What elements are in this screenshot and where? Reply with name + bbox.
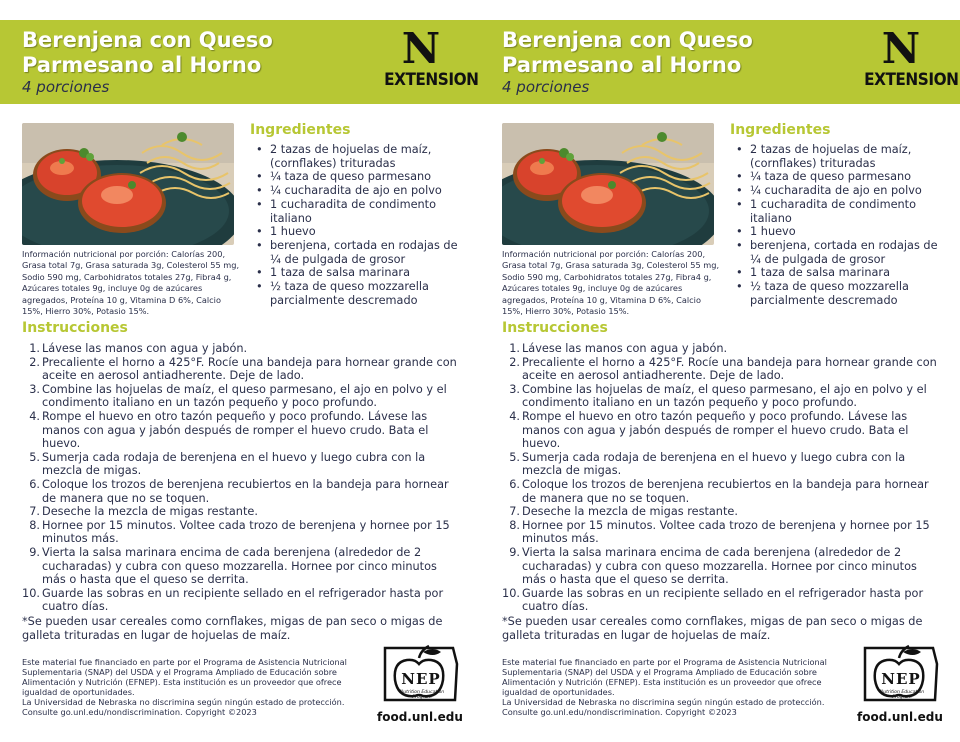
instruction-step bbox=[502, 356, 942, 383]
ingredient-item: • ½ taza de queso mozzarella parcialmente descremado bbox=[250, 280, 462, 307]
ingredient-item: • ¼ cucharadita de ajo en polvo bbox=[250, 184, 462, 198]
step-text: Guarde las sobras en un recipiente sellado en el refrigerador hasta por cuatro días. bbox=[522, 586, 924, 614]
step-text: Sumerja cada rodaja de berenjena en el huevo y luego cubra con la mezcla de migas. bbox=[522, 450, 906, 478]
step-number: 6. bbox=[29, 477, 40, 491]
ingredient-item: • 2 tazas de hojuelas de maíz, (cornflakes) trituradas bbox=[250, 143, 462, 170]
extension-wordmark: EXTENSION bbox=[384, 70, 479, 90]
funding-statement: Este material fue financiado en parte por el Programa de Asistencia Nutricional Suplementaria (SNAP) del USDA y el Programa Ampliado de Educación sobre Alimentación y Nutrición (EFNEP). Esta institución es un proveedor que ofrece igualdad de oportunidades. bbox=[22, 657, 347, 697]
nep-tagline: Nutrition Education Program bbox=[879, 690, 925, 700]
ingredient-item: • berenjena, cortada en rodajas de ¼ de pulgada de grosor bbox=[250, 239, 462, 266]
instructions-list bbox=[502, 342, 942, 614]
recipe-title-line-2: Parmesano al Horno bbox=[502, 53, 742, 77]
recipe-photo bbox=[502, 123, 714, 245]
nep-tagline: Nutrition Education Program bbox=[399, 690, 445, 700]
step-text: Combine las hojuelas de maíz, el queso parmesano, el ajo en polvo y el condimento italiano en un tazón pequeño y poco profundo. bbox=[42, 382, 447, 410]
step-number: 7. bbox=[29, 505, 40, 519]
step-text: Sumerja cada rodaja de berenjena en el huevo y luego cubra con la mezcla de migas. bbox=[42, 450, 426, 478]
step-text: Coloque los trozos de berenjena recubiertos en la bandeja para hornear de manera que no se toquen. bbox=[522, 477, 929, 505]
nebraska-extension-logo bbox=[380, 24, 479, 96]
substitution-note: *Se pueden usar cereales como cornflakes, migas de pan seco o migas de galleta trituradas en lugar de hojuelas de maíz. bbox=[502, 615, 923, 642]
step-number: 8. bbox=[509, 518, 520, 532]
instruction-step bbox=[502, 478, 942, 505]
instructions-heading: Instrucciones bbox=[502, 320, 608, 336]
ingredients-list bbox=[730, 143, 942, 307]
step-number: 5. bbox=[29, 450, 40, 464]
step-number: 3. bbox=[509, 382, 520, 396]
step-text: Precaliente el horno a 425°F. Rocíe una bandeja para hornear grande con aceite en aerosol antiadherente. Deje de lado. bbox=[522, 355, 937, 383]
step-text: Rompe el huevo en otro tazón pequeño y poco profundo. Lávese las manos con agua y jabón después de romper el huevo crudo. Bata el huevo. bbox=[42, 409, 429, 451]
substitution-note: *Se pueden usar cereales como cornflakes, migas de pan seco o migas de galleta trituradas en lugar de hojuelas de maíz. bbox=[22, 615, 443, 642]
instruction-step bbox=[22, 478, 462, 505]
instruction-step bbox=[502, 505, 942, 519]
step-number: 8. bbox=[29, 518, 40, 532]
ingredient-item: • 1 cucharadita de condimento italiano bbox=[250, 198, 462, 225]
recipe-title-line-1: Berenjena con Queso bbox=[22, 28, 273, 52]
servings-label: 4 porciones bbox=[502, 78, 590, 96]
instructions-heading: Instrucciones bbox=[22, 320, 128, 336]
nondiscrimination-statement: La Universidad de Nebraska no discrimina según ningún estado de protección. Consulte go.unl.edu/nondiscrimination. Copyright ©2023 bbox=[22, 697, 345, 717]
step-number: 3. bbox=[29, 382, 40, 396]
instruction-step bbox=[502, 410, 942, 451]
step-text: Combine las hojuelas de maíz, el queso parmesano, el ajo en polvo y el condimento italiano en un tazón pequeño y poco profundo. bbox=[522, 382, 927, 410]
step-text: Precaliente el horno a 425°F. Rocíe una bandeja para hornear grande con aceite en aerosol antiadherente. Deje de lado. bbox=[42, 355, 457, 383]
step-text: Vierta la salsa marinara encima de cada berenjena (alrededor de 2 cucharadas) y cubra con queso mozzarella. Hornee por cinco minutos más o hasta que el queso se derrita. bbox=[42, 545, 437, 587]
recipe-banner bbox=[480, 20, 960, 104]
ingredient-item: • 1 huevo bbox=[250, 225, 462, 239]
step-number: 10. bbox=[502, 586, 520, 600]
instruction-step bbox=[22, 356, 462, 383]
recipe-title bbox=[22, 28, 273, 78]
recipe-banner bbox=[0, 20, 480, 104]
step-number: 10. bbox=[22, 586, 40, 600]
step-text: Coloque los trozos de berenjena recubiertos en la bandeja para hornear de manera que no se toquen. bbox=[42, 477, 449, 505]
instruction-step bbox=[502, 587, 942, 614]
nebraska-n-mark: N bbox=[881, 24, 921, 73]
ingredient-item: • 1 taza de salsa marinara bbox=[730, 266, 942, 280]
nep-letters: NEP bbox=[881, 670, 921, 688]
ingredient-item: • 1 taza de salsa marinara bbox=[250, 266, 462, 280]
step-text: Hornee por 15 minutos. Voltee cada trozo de berenjena y hornee por 15 minutos más. bbox=[42, 518, 450, 546]
ingredient-item: • ¼ taza de queso parmesano bbox=[730, 170, 942, 184]
step-number: 7. bbox=[509, 505, 520, 519]
step-number: 5. bbox=[509, 450, 520, 464]
ingredients-heading: Ingredientes bbox=[250, 122, 351, 138]
ingredient-item: • 1 huevo bbox=[730, 225, 942, 239]
instructions-list bbox=[22, 342, 462, 614]
nondiscrimination-statement: La Universidad de Nebraska no discrimina según ningún estado de protección. Consulte go.unl.edu/nondiscrimination. Copyright ©2023 bbox=[502, 697, 825, 717]
nebraska-extension-logo bbox=[860, 24, 959, 96]
step-text: Vierta la salsa marinara encima de cada berenjena (alrededor de 2 cucharadas) y cubra con queso mozzarella. Hornee por cinco minutos más o hasta que el queso se derrita. bbox=[522, 545, 917, 587]
recipe-title-line-1: Berenjena con Queso bbox=[502, 28, 753, 52]
nep-logo bbox=[377, 642, 461, 704]
nutrition-facts: Información nutricional por porción: Calorías 200, Grasa total 7g, Grasa saturada 3g, Colesterol 55 mg, Sodio 590 mg, Carbohidratos totales 27g, Fibra4 g, Azúcares totales 9g, incluye 0g de azúcares agregados, Proteína 10 g, Vitamina D 6%, Calcio 15%, Hierro 30%, Potasio 15%. bbox=[502, 249, 720, 317]
instruction-step bbox=[22, 505, 462, 519]
step-text: Guarde las sobras en un recipiente sellado en el refrigerador hasta por cuatro días. bbox=[42, 586, 444, 614]
nep-letters: NEP bbox=[401, 670, 441, 688]
nep-logo bbox=[857, 642, 941, 704]
step-number: 2. bbox=[509, 355, 520, 369]
instruction-step bbox=[502, 546, 942, 587]
ingredients-list bbox=[250, 143, 462, 307]
nutrition-facts: Información nutricional por porción: Calorías 200, Grasa total 7g, Grasa saturada 3g, Colesterol 55 mg, Sodio 590 mg, Carbohidratos totales 27g, Fibra4 g, Azúcares totales 9g, incluye 0g de azúcares agregados, Proteína 10 g, Vitamina D 6%, Calcio 15%, Hierro 30%, Potasio 15%. bbox=[22, 249, 240, 317]
step-text: Deseche la mezcla de migas restante. bbox=[522, 505, 738, 519]
instruction-step bbox=[22, 587, 462, 614]
ingredient-item: • 1 cucharadita de condimento italiano bbox=[730, 198, 942, 225]
step-number: 4. bbox=[509, 409, 520, 423]
step-number: 9. bbox=[509, 545, 520, 559]
top-margin bbox=[0, 0, 960, 20]
step-text: Rompe el huevo en otro tazón pequeño y poco profundo. Lávese las manos con agua y jabón después de romper el huevo crudo. Bata el huevo. bbox=[522, 409, 909, 451]
instruction-step bbox=[22, 383, 462, 410]
nebraska-n-mark: N bbox=[401, 24, 441, 73]
step-text: Deseche la mezcla de migas restante. bbox=[42, 505, 258, 519]
instruction-step bbox=[502, 383, 942, 410]
funding-statement: Este material fue financiado en parte por el Programa de Asistencia Nutricional Suplementaria (SNAP) del USDA y el Programa Ampliado de Educación sobre Alimentación y Nutrición (EFNEP). Esta institución es un proveedor que ofrece igualdad de oportunidades. bbox=[502, 657, 827, 697]
step-text: Lávese las manos con agua y jabón. bbox=[42, 342, 248, 355]
ingredient-item: • 2 tazas de hojuelas de maíz, (cornflakes) trituradas bbox=[730, 143, 942, 170]
instruction-step bbox=[22, 342, 462, 356]
step-text: Lávese las manos con agua y jabón. bbox=[522, 342, 728, 355]
extension-wordmark: EXTENSION bbox=[864, 70, 959, 90]
instruction-step bbox=[22, 410, 462, 451]
instruction-step bbox=[22, 451, 462, 478]
step-number: 1. bbox=[29, 342, 40, 355]
instruction-step bbox=[502, 519, 942, 546]
website-link[interactable]: food.unl.edu bbox=[857, 710, 943, 724]
recipe-card-left bbox=[0, 20, 480, 742]
instruction-step bbox=[502, 342, 942, 356]
instruction-step bbox=[22, 519, 462, 546]
ingredient-item: • berenjena, cortada en rodajas de ¼ de pulgada de grosor bbox=[730, 239, 942, 266]
recipe-card-right bbox=[480, 20, 960, 742]
servings-label: 4 porciones bbox=[22, 78, 110, 96]
step-number: 9. bbox=[29, 545, 40, 559]
recipe-title bbox=[502, 28, 753, 78]
recipe-photo bbox=[22, 123, 234, 245]
ingredients-heading: Ingredientes bbox=[730, 122, 831, 138]
recipe-title-line-2: Parmesano al Horno bbox=[22, 53, 262, 77]
ingredient-item: • ¼ cucharadita de ajo en polvo bbox=[730, 184, 942, 198]
step-text: Hornee por 15 minutos. Voltee cada trozo de berenjena y hornee por 15 minutos más. bbox=[522, 518, 930, 546]
step-number: 4. bbox=[29, 409, 40, 423]
instruction-step bbox=[502, 451, 942, 478]
step-number: 2. bbox=[29, 355, 40, 369]
ingredient-item: • ½ taza de queso mozzarella parcialmente descremado bbox=[730, 280, 942, 307]
step-number: 6. bbox=[509, 477, 520, 491]
instruction-step bbox=[22, 546, 462, 587]
ingredient-item: • ¼ taza de queso parmesano bbox=[250, 170, 462, 184]
website-link[interactable]: food.unl.edu bbox=[377, 710, 463, 724]
step-number: 1. bbox=[509, 342, 520, 355]
